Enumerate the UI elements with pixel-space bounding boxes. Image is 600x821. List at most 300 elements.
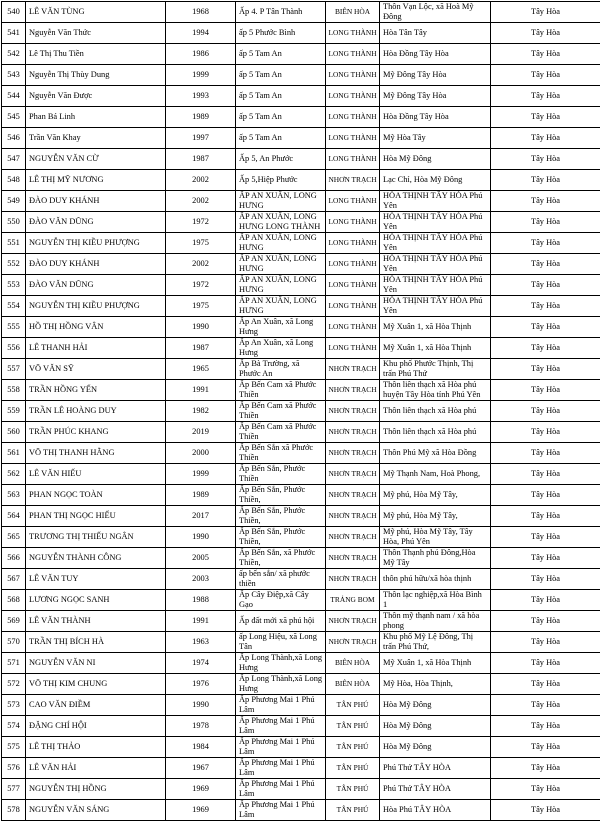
row-number-cell: 568 bbox=[2, 590, 26, 611]
birth-year-cell: 2002 bbox=[166, 254, 236, 275]
row-number-cell: 543 bbox=[2, 65, 26, 86]
hometown-cell: HÒA THỊNH TÂY HÒA Phú Yên bbox=[380, 233, 491, 254]
current-address-cell: Ấp 5, An Phước bbox=[236, 149, 326, 170]
hometown-cell: Hòa Mỹ Đông bbox=[380, 149, 491, 170]
row-number-cell: 563 bbox=[2, 485, 26, 506]
birth-year-cell: 1999 bbox=[166, 65, 236, 86]
home-district-cell: Tây Hòa bbox=[491, 779, 600, 800]
table-row bbox=[2, 65, 600, 86]
district-cell: LONG THÀNH bbox=[326, 212, 380, 233]
district-cell: LONG THÀNH bbox=[326, 65, 380, 86]
table-row bbox=[2, 632, 600, 653]
home-district-cell: Tây Hòa bbox=[491, 212, 600, 233]
row-number-cell: 540 bbox=[2, 2, 26, 23]
birth-year-cell: 1990 bbox=[166, 527, 236, 548]
table-row bbox=[2, 191, 600, 212]
hometown-cell: Mỹ Xuân 1, xã Hòa Thịnh bbox=[380, 653, 491, 674]
person-name-cell: LƯƠNG NGỌC SANH bbox=[26, 590, 166, 611]
hometown-cell: Mỹ phú, Hòa Mỹ Tây, bbox=[380, 485, 491, 506]
home-district-cell: Tây Hòa bbox=[491, 674, 600, 695]
birth-year-cell: 1984 bbox=[166, 737, 236, 758]
table-row bbox=[2, 485, 600, 506]
current-address-cell: Ấp Bến Sắn, Phước Thiền, bbox=[236, 527, 326, 548]
home-district-cell: Tây Hòa bbox=[491, 695, 600, 716]
current-address-cell: Ấp Cây Điệp,xã Cây Gạo bbox=[236, 590, 326, 611]
hometown-cell: Mỹ phú, Hòa Mỹ Tây, bbox=[380, 506, 491, 527]
person-name-cell: ĐÀO DUY KHÁNH bbox=[26, 254, 166, 275]
person-name-cell: ĐÀO VĂN DŨNG bbox=[26, 275, 166, 296]
district-cell: LONG THÀNH bbox=[326, 23, 380, 44]
district-cell: LONG THÀNH bbox=[326, 275, 380, 296]
person-name-cell: TRẦN LÊ HOÀNG DUY bbox=[26, 401, 166, 422]
person-name-cell: LÊ VĂN THÀNH bbox=[26, 611, 166, 632]
hometown-cell: Mỹ Đông Tây Hòa bbox=[380, 86, 491, 107]
current-address-cell: ấp Long Hiệu, xã Long Tân bbox=[236, 632, 326, 653]
home-district-cell: Tây Hòa bbox=[491, 758, 600, 779]
row-number-cell: 572 bbox=[2, 674, 26, 695]
person-name-cell: PHAN THỊ NGỌC HIẾU bbox=[26, 506, 166, 527]
table-row bbox=[2, 464, 600, 485]
current-address-cell: ẤP AN XUÂN, LONG HƯNG bbox=[236, 233, 326, 254]
hometown-cell: HÒA THỊNH TÂY HÒA Phú Yên bbox=[380, 212, 491, 233]
current-address-cell: ấp 5 Tam An bbox=[236, 107, 326, 128]
district-cell: TÂN PHÚ bbox=[326, 758, 380, 779]
current-address-cell: Ấp Phương Mai 1 Phú Lâm bbox=[236, 737, 326, 758]
person-name-cell: VÕ THỊ KIM CHUNG bbox=[26, 674, 166, 695]
district-cell: LONG THÀNH bbox=[326, 86, 380, 107]
birth-year-cell: 1969 bbox=[166, 779, 236, 800]
row-number-cell: 551 bbox=[2, 233, 26, 254]
person-name-cell: ĐÀO VĂN DŨNG bbox=[26, 212, 166, 233]
district-cell: BIÊN HÒA bbox=[326, 2, 380, 23]
birth-year-cell: 1969 bbox=[166, 800, 236, 821]
table-row bbox=[2, 107, 600, 128]
hometown-cell: Hòa Tân Tây bbox=[380, 23, 491, 44]
registry-table bbox=[1, 1, 600, 821]
hometown-cell: Thôn Phú Mỹ xã Hòa Đồng bbox=[380, 443, 491, 464]
row-number-cell: 556 bbox=[2, 338, 26, 359]
home-district-cell: Tây Hòa bbox=[491, 548, 600, 569]
row-number-cell: 570 bbox=[2, 632, 26, 653]
table-row bbox=[2, 359, 600, 380]
hometown-cell: Thôn liên thạch xã Hòa phú huyện Tây Hòa tỉnh Phú Yên bbox=[380, 380, 491, 401]
home-district-cell: Tây Hòa bbox=[491, 296, 600, 317]
district-cell: LONG THÀNH bbox=[326, 317, 380, 338]
birth-year-cell: 1991 bbox=[166, 380, 236, 401]
row-number-cell: 569 bbox=[2, 611, 26, 632]
home-district-cell: Tây Hòa bbox=[491, 800, 600, 821]
row-number-cell: 576 bbox=[2, 758, 26, 779]
hometown-cell: HÒA THỊNH TÂY HÒA Phú Yên bbox=[380, 191, 491, 212]
current-address-cell: Ấp đất mới xã phú hội bbox=[236, 611, 326, 632]
district-cell: NHƠN TRẠCH bbox=[326, 527, 380, 548]
district-cell: NHƠN TRẠCH bbox=[326, 422, 380, 443]
person-name-cell: LÊ VĂN HẢI bbox=[26, 758, 166, 779]
birth-year-cell: 1988 bbox=[166, 590, 236, 611]
person-name-cell: NGUYỄN THỊ KIỀU PHƯỢNG bbox=[26, 233, 166, 254]
hometown-cell: Lạc Chỉ, Hòa Mỹ Đông bbox=[380, 170, 491, 191]
person-name-cell: Trần Văn Khay bbox=[26, 128, 166, 149]
row-number-cell: 562 bbox=[2, 464, 26, 485]
person-name-cell: HỒ THỊ HỒNG VÂN bbox=[26, 317, 166, 338]
home-district-cell: Tây Hòa bbox=[491, 611, 600, 632]
district-cell: NHƠN TRẠCH bbox=[326, 380, 380, 401]
person-name-cell: LÊ THỊ MỸ NƯƠNG bbox=[26, 170, 166, 191]
table-row bbox=[2, 443, 600, 464]
home-district-cell: Tây Hòa bbox=[491, 317, 600, 338]
row-number-cell: 566 bbox=[2, 548, 26, 569]
birth-year-cell: 2002 bbox=[166, 170, 236, 191]
person-name-cell: LÊ THỊ THẢO bbox=[26, 737, 166, 758]
birth-year-cell: 2019 bbox=[166, 422, 236, 443]
birth-year-cell: 1999 bbox=[166, 464, 236, 485]
table-row bbox=[2, 233, 600, 254]
row-number-cell: 550 bbox=[2, 212, 26, 233]
hometown-cell: Thôn mỹ thạnh nam / xã hòa phong bbox=[380, 611, 491, 632]
row-number-cell: 545 bbox=[2, 107, 26, 128]
person-name-cell: NGUYỄN VĂN SÁNG bbox=[26, 800, 166, 821]
current-address-cell: Ấp Phương Mai 1 Phú Lâm bbox=[236, 779, 326, 800]
hometown-cell: Mỹ Hòa, Hòa Thịnh, bbox=[380, 674, 491, 695]
current-address-cell: Ấp Phương Mai 1 Phú Lâm bbox=[236, 716, 326, 737]
person-name-cell: Nguyễn Thị Thùy Dung bbox=[26, 65, 166, 86]
table-row bbox=[2, 2, 600, 23]
hometown-cell: Mỹ Xuân 1, xã Hòa Thịnh bbox=[380, 338, 491, 359]
row-number-cell: 544 bbox=[2, 86, 26, 107]
current-address-cell: Ấp Bến Cam xã Phước Thiền bbox=[236, 401, 326, 422]
current-address-cell: ẤP AN XUÂN, LONG HƯNG bbox=[236, 275, 326, 296]
birth-year-cell: 1994 bbox=[166, 23, 236, 44]
row-number-cell: 548 bbox=[2, 170, 26, 191]
home-district-cell: Tây Hòa bbox=[491, 569, 600, 590]
current-address-cell: Ấp Phương Mai 1 Phú Lâm bbox=[236, 695, 326, 716]
district-cell: NHƠN TRẠCH bbox=[326, 506, 380, 527]
person-name-cell: NGUYỄN THÀNH CÔNG bbox=[26, 548, 166, 569]
district-cell: LONG THÀNH bbox=[326, 296, 380, 317]
current-address-cell: Ấp Bến Sắn, Phước Thiền, bbox=[236, 485, 326, 506]
district-cell: LONG THÀNH bbox=[326, 107, 380, 128]
person-name-cell: LÊ VĂN HIẾU bbox=[26, 464, 166, 485]
birth-year-cell: 1990 bbox=[166, 317, 236, 338]
row-number-cell: 571 bbox=[2, 653, 26, 674]
district-cell: TÂN PHÚ bbox=[326, 716, 380, 737]
home-district-cell: Tây Hòa bbox=[491, 23, 600, 44]
birth-year-cell: 1972 bbox=[166, 275, 236, 296]
current-address-cell: ấp 5 Tam An bbox=[236, 65, 326, 86]
current-address-cell: Ấp Phương Mai 1 Phú Lâm bbox=[236, 800, 326, 821]
birth-year-cell: 1963 bbox=[166, 632, 236, 653]
home-district-cell: Tây Hòa bbox=[491, 191, 600, 212]
hometown-cell: Phú Thứ TÂY HÒA bbox=[380, 758, 491, 779]
hometown-cell: Hòa Mỹ Đông bbox=[380, 716, 491, 737]
birth-year-cell: 2005 bbox=[166, 548, 236, 569]
home-district-cell: Tây Hòa bbox=[491, 632, 600, 653]
district-cell: TÂN PHÚ bbox=[326, 779, 380, 800]
home-district-cell: Tây Hòa bbox=[491, 254, 600, 275]
home-district-cell: Tây Hòa bbox=[491, 653, 600, 674]
birth-year-cell: 2017 bbox=[166, 506, 236, 527]
district-cell: TÂN PHÚ bbox=[326, 800, 380, 821]
row-number-cell: 567 bbox=[2, 569, 26, 590]
birth-year-cell: 1993 bbox=[166, 86, 236, 107]
hometown-cell: Mỹ Đông Tây Hòa bbox=[380, 65, 491, 86]
hometown-cell: Mỹ Xuân 1, xã Hòa Thịnh bbox=[380, 317, 491, 338]
home-district-cell: Tây Hòa bbox=[491, 275, 600, 296]
row-number-cell: 555 bbox=[2, 317, 26, 338]
hometown-cell: Mỹ Thạnh Nam, Hoà Phong, bbox=[380, 464, 491, 485]
table-row bbox=[2, 275, 600, 296]
current-address-cell: ẤP AN XUÂN, LONG HƯNG bbox=[236, 254, 326, 275]
row-number-cell: 557 bbox=[2, 359, 26, 380]
district-cell: LONG THÀNH bbox=[326, 191, 380, 212]
hometown-cell: HÒA THỊNH TÂY HÒA Phú Yên bbox=[380, 275, 491, 296]
row-number-cell: 578 bbox=[2, 800, 26, 821]
table-row bbox=[2, 128, 600, 149]
current-address-cell: Ấp Bến Sắn, Phước Thiền bbox=[236, 464, 326, 485]
birth-year-cell: 2000 bbox=[166, 443, 236, 464]
home-district-cell: Tây Hòa bbox=[491, 527, 600, 548]
hometown-cell: Hòa Đồng Tây Hòa bbox=[380, 107, 491, 128]
hometown-cell: Hòa Mỹ Đông bbox=[380, 737, 491, 758]
hometown-cell: Khu phố Mỹ Lệ Đông, Thị trấn Phú Thứ, bbox=[380, 632, 491, 653]
hometown-cell: Phú Thứ TÂY HÒA bbox=[380, 779, 491, 800]
person-name-cell: NGUYỄN THỊ KIỀU PHƯỢNG bbox=[26, 296, 166, 317]
person-name-cell: TRẦN THỊ BÍCH HÀ bbox=[26, 632, 166, 653]
current-address-cell: ẤP AN XUÂN, LONG HƯNG LONG THÀNH bbox=[236, 212, 326, 233]
person-name-cell: VÕ THỊ THANH HẰNG bbox=[26, 443, 166, 464]
home-district-cell: Tây Hòa bbox=[491, 107, 600, 128]
table-row bbox=[2, 86, 600, 107]
district-cell: NHƠN TRẠCH bbox=[326, 569, 380, 590]
birth-year-cell: 2002 bbox=[166, 191, 236, 212]
current-address-cell: Ấp An Xuân, xã Long Hưng bbox=[236, 338, 326, 359]
district-cell: NHƠN TRẠCH bbox=[326, 632, 380, 653]
person-name-cell: NGUYỄN VĂN CỪ bbox=[26, 149, 166, 170]
district-cell: BIÊN HÒA bbox=[326, 653, 380, 674]
current-address-cell: Ấp 4. P Tân Thành bbox=[236, 2, 326, 23]
table-row bbox=[2, 590, 600, 611]
table-row bbox=[2, 527, 600, 548]
table-row bbox=[2, 800, 600, 821]
person-name-cell: Lê Thị Thu Tiền bbox=[26, 44, 166, 65]
current-address-cell: Ấp Bà Trường, xã Phước An bbox=[236, 359, 326, 380]
row-number-cell: 574 bbox=[2, 716, 26, 737]
hometown-cell: Mỹ Hòa Tây bbox=[380, 128, 491, 149]
table-row bbox=[2, 737, 600, 758]
current-address-cell: ấp 5 Tam An bbox=[236, 86, 326, 107]
district-cell: TÂN PHÚ bbox=[326, 737, 380, 758]
table-row bbox=[2, 506, 600, 527]
table-row bbox=[2, 170, 600, 191]
current-address-cell: Ấp Bến Sắn, Phước Thiền, bbox=[236, 506, 326, 527]
current-address-cell: ẤP AN XUÂN, LONG HƯNG bbox=[236, 191, 326, 212]
row-number-cell: 575 bbox=[2, 737, 26, 758]
home-district-cell: Tây Hòa bbox=[491, 401, 600, 422]
birth-year-cell: 1982 bbox=[166, 401, 236, 422]
district-cell: LONG THÀNH bbox=[326, 233, 380, 254]
district-cell: NHƠN TRẠCH bbox=[326, 464, 380, 485]
table-row bbox=[2, 422, 600, 443]
birth-year-cell: 1976 bbox=[166, 674, 236, 695]
table-row bbox=[2, 695, 600, 716]
home-district-cell: Tây Hòa bbox=[491, 359, 600, 380]
district-cell: NHƠN TRẠCH bbox=[326, 611, 380, 632]
hometown-cell: thôn phú hữu/xã hòa thịnh bbox=[380, 569, 491, 590]
person-name-cell: Nguyễn Văn Thức bbox=[26, 23, 166, 44]
hometown-cell: Thôn Thạnh phú Đông,Hòa Mỹ Tây bbox=[380, 548, 491, 569]
person-name-cell: LÊ VĂN TÙNG bbox=[26, 2, 166, 23]
person-name-cell: Nguyễn Văn Được bbox=[26, 86, 166, 107]
hometown-cell: Thôn liên thạch xã Hòa phú bbox=[380, 401, 491, 422]
row-number-cell: 564 bbox=[2, 506, 26, 527]
hometown-cell: Hòa Mỹ Đông bbox=[380, 695, 491, 716]
current-address-cell: Ấp Long Thành,xã Long Hưng bbox=[236, 653, 326, 674]
home-district-cell: Tây Hòa bbox=[491, 338, 600, 359]
birth-year-cell: 1997 bbox=[166, 128, 236, 149]
table-row bbox=[2, 149, 600, 170]
home-district-cell: Tây Hòa bbox=[491, 149, 600, 170]
district-cell: NHƠN TRẠCH bbox=[326, 401, 380, 422]
district-cell: LONG THÀNH bbox=[326, 128, 380, 149]
row-number-cell: 577 bbox=[2, 779, 26, 800]
hometown-cell: HÒA THỊNH TÂY HÒA Phú Yên bbox=[380, 254, 491, 275]
current-address-cell: Ấp Phương Mai 1 Phú Lâm bbox=[236, 758, 326, 779]
home-district-cell: Tây Hòa bbox=[491, 506, 600, 527]
row-number-cell: 559 bbox=[2, 401, 26, 422]
table-row bbox=[2, 401, 600, 422]
table-row bbox=[2, 674, 600, 695]
row-number-cell: 542 bbox=[2, 44, 26, 65]
home-district-cell: Tây Hòa bbox=[491, 170, 600, 191]
birth-year-cell: 1968 bbox=[166, 2, 236, 23]
row-number-cell: 565 bbox=[2, 527, 26, 548]
hometown-cell: Thôn lạc nghiệp,xã Hòa Bình 1 bbox=[380, 590, 491, 611]
person-name-cell: CAO VĂN ĐIỀM bbox=[26, 695, 166, 716]
home-district-cell: Tây Hòa bbox=[491, 590, 600, 611]
district-cell: TRẢNG BOM bbox=[326, 590, 380, 611]
table-row bbox=[2, 317, 600, 338]
hometown-cell: Thôn liên thạch xã Hòa phú bbox=[380, 422, 491, 443]
birth-year-cell: 1975 bbox=[166, 233, 236, 254]
current-address-cell: ấp bến sắn/ xã phước thiền bbox=[236, 569, 326, 590]
home-district-cell: Tây Hòa bbox=[491, 128, 600, 149]
current-address-cell: Ấp Bến Sắn xã Phước Thiền bbox=[236, 443, 326, 464]
table-row bbox=[2, 212, 600, 233]
birth-year-cell: 1989 bbox=[166, 485, 236, 506]
row-number-cell: 560 bbox=[2, 422, 26, 443]
current-address-cell: ấp 5 Tam An bbox=[236, 44, 326, 65]
birth-year-cell: 1965 bbox=[166, 359, 236, 380]
district-cell: BIÊN HÒA bbox=[326, 674, 380, 695]
home-district-cell: Tây Hòa bbox=[491, 422, 600, 443]
district-cell: LONG THÀNH bbox=[326, 338, 380, 359]
home-district-cell: Tây Hòa bbox=[491, 464, 600, 485]
home-district-cell: Tây Hòa bbox=[491, 737, 600, 758]
birth-year-cell: 1991 bbox=[166, 611, 236, 632]
current-address-cell: ấp 5 Phước Bình bbox=[236, 23, 326, 44]
current-address-cell: ẤP AN XUÂN, LONG HƯNG bbox=[236, 296, 326, 317]
table-row bbox=[2, 716, 600, 737]
current-address-cell: Ấp 5,Hiệp Phước bbox=[236, 170, 326, 191]
current-address-cell: Ấp Long Thành,xã Long Hưng bbox=[236, 674, 326, 695]
hometown-cell: Mỹ phú, Hòa Mỹ Tây, Tây Hòa, Phú Yên bbox=[380, 527, 491, 548]
birth-year-cell: 1989 bbox=[166, 107, 236, 128]
person-name-cell: TRẦN PHÚC KHANG bbox=[26, 422, 166, 443]
district-cell: TÂN PHÚ bbox=[326, 695, 380, 716]
row-number-cell: 546 bbox=[2, 128, 26, 149]
district-cell: NHƠN TRẠCH bbox=[326, 548, 380, 569]
person-name-cell: Phan Bá Linh bbox=[26, 107, 166, 128]
hometown-cell: Khu phố Phước Thịnh, Thị trấn Phú Thứ bbox=[380, 359, 491, 380]
table-row bbox=[2, 44, 600, 65]
person-name-cell: LÊ THANH HẢI bbox=[26, 338, 166, 359]
person-name-cell: TRƯƠNG THỊ THIẾU NGÂN bbox=[26, 527, 166, 548]
table-row bbox=[2, 380, 600, 401]
birth-year-cell: 1987 bbox=[166, 338, 236, 359]
home-district-cell: Tây Hòa bbox=[491, 65, 600, 86]
table-row bbox=[2, 548, 600, 569]
row-number-cell: 552 bbox=[2, 254, 26, 275]
row-number-cell: 558 bbox=[2, 380, 26, 401]
table-row bbox=[2, 23, 600, 44]
birth-year-cell: 1967 bbox=[166, 758, 236, 779]
table-row bbox=[2, 254, 600, 275]
district-cell: LONG THÀNH bbox=[326, 254, 380, 275]
hometown-cell: Hòa Phú TÂY HÒA bbox=[380, 800, 491, 821]
person-name-cell: NGUYỄN VĂN NI bbox=[26, 653, 166, 674]
current-address-cell: Ấp Bến Sắn, xã Phước Thiền, bbox=[236, 548, 326, 569]
person-name-cell: NGUYỄN THỊ HỒNG bbox=[26, 779, 166, 800]
current-address-cell: Ấp Bến Cam xã Phước Thiền bbox=[236, 422, 326, 443]
person-name-cell: TRẦN HỒNG YẾN bbox=[26, 380, 166, 401]
person-name-cell: LÊ VĂN TUY bbox=[26, 569, 166, 590]
home-district-cell: Tây Hòa bbox=[491, 2, 600, 23]
birth-year-cell: 1987 bbox=[166, 149, 236, 170]
home-district-cell: Tây Hòa bbox=[491, 233, 600, 254]
home-district-cell: Tây Hòa bbox=[491, 443, 600, 464]
table-row bbox=[2, 569, 600, 590]
table-row bbox=[2, 611, 600, 632]
row-number-cell: 553 bbox=[2, 275, 26, 296]
birth-year-cell: 1975 bbox=[166, 296, 236, 317]
hometown-cell: Thôn Vạn Lộc, xã Hoà Mỹ Đông bbox=[380, 2, 491, 23]
district-cell: NHƠN TRẠCH bbox=[326, 359, 380, 380]
table-body bbox=[2, 2, 600, 821]
district-cell: LONG THÀNH bbox=[326, 44, 380, 65]
district-cell: NHƠN TRẠCH bbox=[326, 485, 380, 506]
birth-year-cell: 1978 bbox=[166, 716, 236, 737]
birth-year-cell: 1986 bbox=[166, 44, 236, 65]
current-address-cell: Ấp Bến Cam xã Phước Thiền bbox=[236, 380, 326, 401]
row-number-cell: 549 bbox=[2, 191, 26, 212]
hometown-cell: Hòa Đồng Tây Hòa bbox=[380, 44, 491, 65]
row-number-cell: 554 bbox=[2, 296, 26, 317]
home-district-cell: Tây Hòa bbox=[491, 44, 600, 65]
birth-year-cell: 2003 bbox=[166, 569, 236, 590]
person-name-cell: VÕ VĂN SỸ bbox=[26, 359, 166, 380]
home-district-cell: Tây Hòa bbox=[491, 485, 600, 506]
row-number-cell: 561 bbox=[2, 443, 26, 464]
district-cell: LONG THÀNH bbox=[326, 149, 380, 170]
person-name-cell: PHAN NGỌC TOÀN bbox=[26, 485, 166, 506]
home-district-cell: Tây Hòa bbox=[491, 716, 600, 737]
person-name-cell: ĐẶNG CHÍ HỘI bbox=[26, 716, 166, 737]
current-address-cell: ấp 5 Tam An bbox=[236, 128, 326, 149]
row-number-cell: 573 bbox=[2, 695, 26, 716]
table-row bbox=[2, 779, 600, 800]
table-row bbox=[2, 338, 600, 359]
person-name-cell: ĐÀO DUY KHÁNH bbox=[26, 191, 166, 212]
